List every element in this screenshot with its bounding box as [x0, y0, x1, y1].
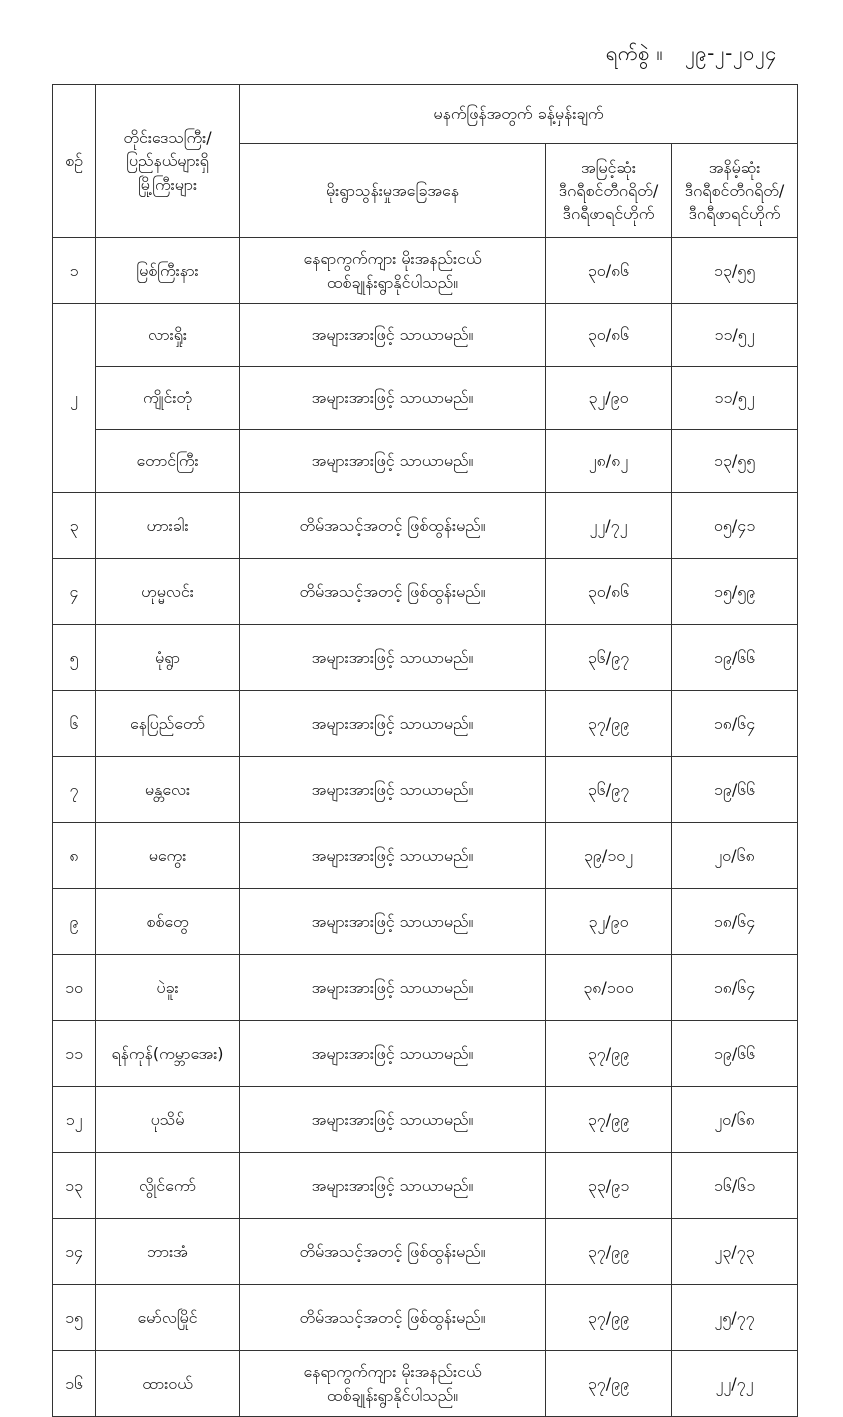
city-name: မြစ်ကြီးနား: [96, 238, 240, 304]
min-temperature: ၁၁/၅၂: [672, 304, 798, 367]
max-temperature: ၃၀/၈၆: [546, 559, 672, 625]
rain-condition: အများအားဖြင့် သာယာမည်။: [240, 430, 546, 493]
rain-condition: အများအားဖြင့် သာယာမည်။: [240, 757, 546, 823]
min-temperature: ၁၉/၆၆: [672, 1021, 798, 1087]
min-temperature: ၀၅/၄၁: [672, 493, 798, 559]
header-max-temp: အမြင့်ဆုံး ဒီဂရီစင်တီဂရိတ်/ ဒီဂရီဖာရင်ဟိုက်: [546, 144, 672, 238]
city-name: လားရှိုး: [96, 304, 240, 367]
max-temperature: ၃၈/၁၀၀: [546, 955, 672, 1021]
table-row: [53, 559, 798, 625]
min-temperature: ၁၃/၅၅: [672, 238, 798, 304]
city-name: ဘားအံ: [96, 1219, 240, 1285]
row-number: ၄: [53, 559, 96, 625]
min-temperature: ၂၀/၆၈: [672, 1087, 798, 1153]
row-number: ၁: [53, 238, 96, 304]
city-name: မုံရွာ: [96, 625, 240, 691]
table-row: [53, 1021, 798, 1087]
date-label: ရက်စွဲ ။: [605, 41, 664, 65]
max-temperature: ၃၃/၉၁: [546, 1153, 672, 1219]
table-row: [53, 493, 798, 559]
min-temperature: ၁၉/၆၆: [672, 625, 798, 691]
min-temperature: ၁၆/၆၁: [672, 1153, 798, 1219]
header-region: တိုင်းဒေသကြီး/ ပြည်နယ်များရှိ မြို့ကြီးများ: [96, 85, 240, 238]
table-row: [53, 1087, 798, 1153]
row-number: ၂: [53, 304, 96, 493]
city-name: ဟားခါး: [96, 493, 240, 559]
max-temperature: ၃၇/၉၉: [546, 1021, 672, 1087]
max-temperature: ၃၂/၉၀: [546, 889, 672, 955]
city-name: မန္တလေး: [96, 757, 240, 823]
min-temperature: ၂၃/၇၃: [672, 1219, 798, 1285]
row-number: ၉: [53, 889, 96, 955]
rain-condition: အများအားဖြင့် သာယာမည်။: [240, 1087, 546, 1153]
min-temperature: ၁၅/၅၉: [672, 559, 798, 625]
table-row: [53, 238, 798, 304]
row-number: ၁၄: [53, 1219, 96, 1285]
max-temperature: ၃၇/၉၉: [546, 691, 672, 757]
date-value: ၂၉-၂-၂၀၂၄: [685, 41, 777, 65]
table-row: [53, 955, 798, 1021]
city-name: ကျိုင်းတုံ: [96, 367, 240, 430]
row-number: ၁၆: [53, 1351, 96, 1417]
min-temperature: ၂၀/၆၈: [672, 823, 798, 889]
rain-condition: နေရာကွက်ကျား မိုးအနည်းငယ် ထစ်ချုန်းရွာနိုင်ပါသည်။: [240, 238, 546, 304]
city-name: နေပြည်တော်: [96, 691, 240, 757]
row-number: ၁၁: [53, 1021, 96, 1087]
min-temperature: ၁၉/၆၆: [672, 757, 798, 823]
max-temperature: ၃၂/၉၀: [546, 367, 672, 430]
header-no: စဉ်: [53, 85, 96, 238]
max-temperature: ၃၇/၉၉: [546, 1219, 672, 1285]
rain-condition: အများအားဖြင့် သာယာမည်။: [240, 1021, 546, 1087]
table-row: [53, 430, 798, 493]
rain-condition: နေရာကွက်ကျား မိုးအနည်းငယ် ထစ်ချုန်းရွာနိုင်ပါသည်။: [240, 1351, 546, 1417]
max-temperature: ၃၀/၈၆: [546, 238, 672, 304]
city-name: တောင်ကြီး: [96, 430, 240, 493]
max-temperature: ၃၇/၉၉: [546, 1351, 672, 1417]
report-date: [606, 40, 777, 70]
row-number: ၅: [53, 625, 96, 691]
city-name: မော်လမြိုင်: [96, 1285, 240, 1351]
row-number: ၁၃: [53, 1153, 96, 1219]
city-name: စစ်တွေ: [96, 889, 240, 955]
rain-condition: အများအားဖြင့် သာယာမည်။: [240, 625, 546, 691]
table-row: [53, 823, 798, 889]
max-temperature: ၃၇/၉၉: [546, 1285, 672, 1351]
table-row: [53, 889, 798, 955]
max-temperature: ၂၈/၈၂: [546, 430, 672, 493]
city-name: မကွေး: [96, 823, 240, 889]
min-temperature: ၂၅/၇၇: [672, 1285, 798, 1351]
min-temperature: ၁၈/၆၄: [672, 955, 798, 1021]
table-row: [53, 625, 798, 691]
rain-condition: တိမ်အသင့်အတင့် ဖြစ်ထွန်းမည်။: [240, 1285, 546, 1351]
rain-condition: တိမ်အသင့်အတင့် ဖြစ်ထွန်းမည်။: [240, 1219, 546, 1285]
max-temperature: ၃၆/၉၇: [546, 625, 672, 691]
row-number: ၆: [53, 691, 96, 757]
row-number: ၁၂: [53, 1087, 96, 1153]
rain-condition: အများအားဖြင့် သာယာမည်။: [240, 955, 546, 1021]
max-temperature: ၃၆/၉၇: [546, 757, 672, 823]
rain-condition: အများအားဖြင့် သာယာမည်။: [240, 1153, 546, 1219]
row-number: ၁၅: [53, 1285, 96, 1351]
max-temperature: ၃၀/၈၆: [546, 304, 672, 367]
row-number: ၃: [53, 493, 96, 559]
table-row: [53, 1153, 798, 1219]
table-row: [53, 757, 798, 823]
rain-condition: အများအားဖြင့် သာယာမည်။: [240, 367, 546, 430]
min-temperature: ၁၃/၅၅: [672, 430, 798, 493]
row-number: ၇: [53, 757, 96, 823]
rain-condition: အများအားဖြင့် သာယာမည်။: [240, 889, 546, 955]
max-temperature: ၃၇/၉၉: [546, 1087, 672, 1153]
min-temperature: ၁၈/၆၄: [672, 889, 798, 955]
rain-condition: တိမ်အသင့်အတင့် ဖြစ်ထွန်းမည်။: [240, 559, 546, 625]
header-forecast-group: မနက်ဖြန်အတွက် ခန့်မှန်းချက်: [240, 85, 798, 144]
weather-forecast-table: [52, 84, 798, 1417]
row-number: ၁၀: [53, 955, 96, 1021]
city-name: ပဲခူး: [96, 955, 240, 1021]
min-temperature: ၂၂/၇၂: [672, 1351, 798, 1417]
max-temperature: ၃၉/၁၀၂: [546, 823, 672, 889]
table-row: [53, 1351, 798, 1417]
city-name: ထားဝယ်: [96, 1351, 240, 1417]
header-min-temp: အနိမ့်ဆုံး ဒီဂရီစင်တီဂရိတ်/ ဒီဂရီဖာရင်ဟိုက်: [672, 144, 798, 238]
min-temperature: ၁၈/၆၄: [672, 691, 798, 757]
table-row: [53, 1285, 798, 1351]
rain-condition: အများအားဖြင့် သာယာမည်။: [240, 304, 546, 367]
max-temperature: ၂၂/၇၂: [546, 493, 672, 559]
table-row: [53, 304, 798, 367]
city-name: ဟုမ္မလင်း: [96, 559, 240, 625]
row-number: ၈: [53, 823, 96, 889]
min-temperature: ၁၁/၅၂: [672, 367, 798, 430]
city-name: လွိုင်ကော်: [96, 1153, 240, 1219]
rain-condition: အများအားဖြင့် သာယာမည်။: [240, 691, 546, 757]
rain-condition: အများအားဖြင့် သာယာမည်။: [240, 823, 546, 889]
table-row: [53, 367, 798, 430]
table-row: [53, 691, 798, 757]
header-condition: မိုးရွာသွန်းမှုအခြေအနေ: [240, 144, 546, 238]
rain-condition: တိမ်အသင့်အတင့် ဖြစ်ထွန်းမည်။: [240, 493, 546, 559]
city-name: ပုသိမ်: [96, 1087, 240, 1153]
table-row: [53, 1219, 798, 1285]
city-name: ရန်ကုန်(ကမ္ဘာအေး): [96, 1021, 240, 1087]
